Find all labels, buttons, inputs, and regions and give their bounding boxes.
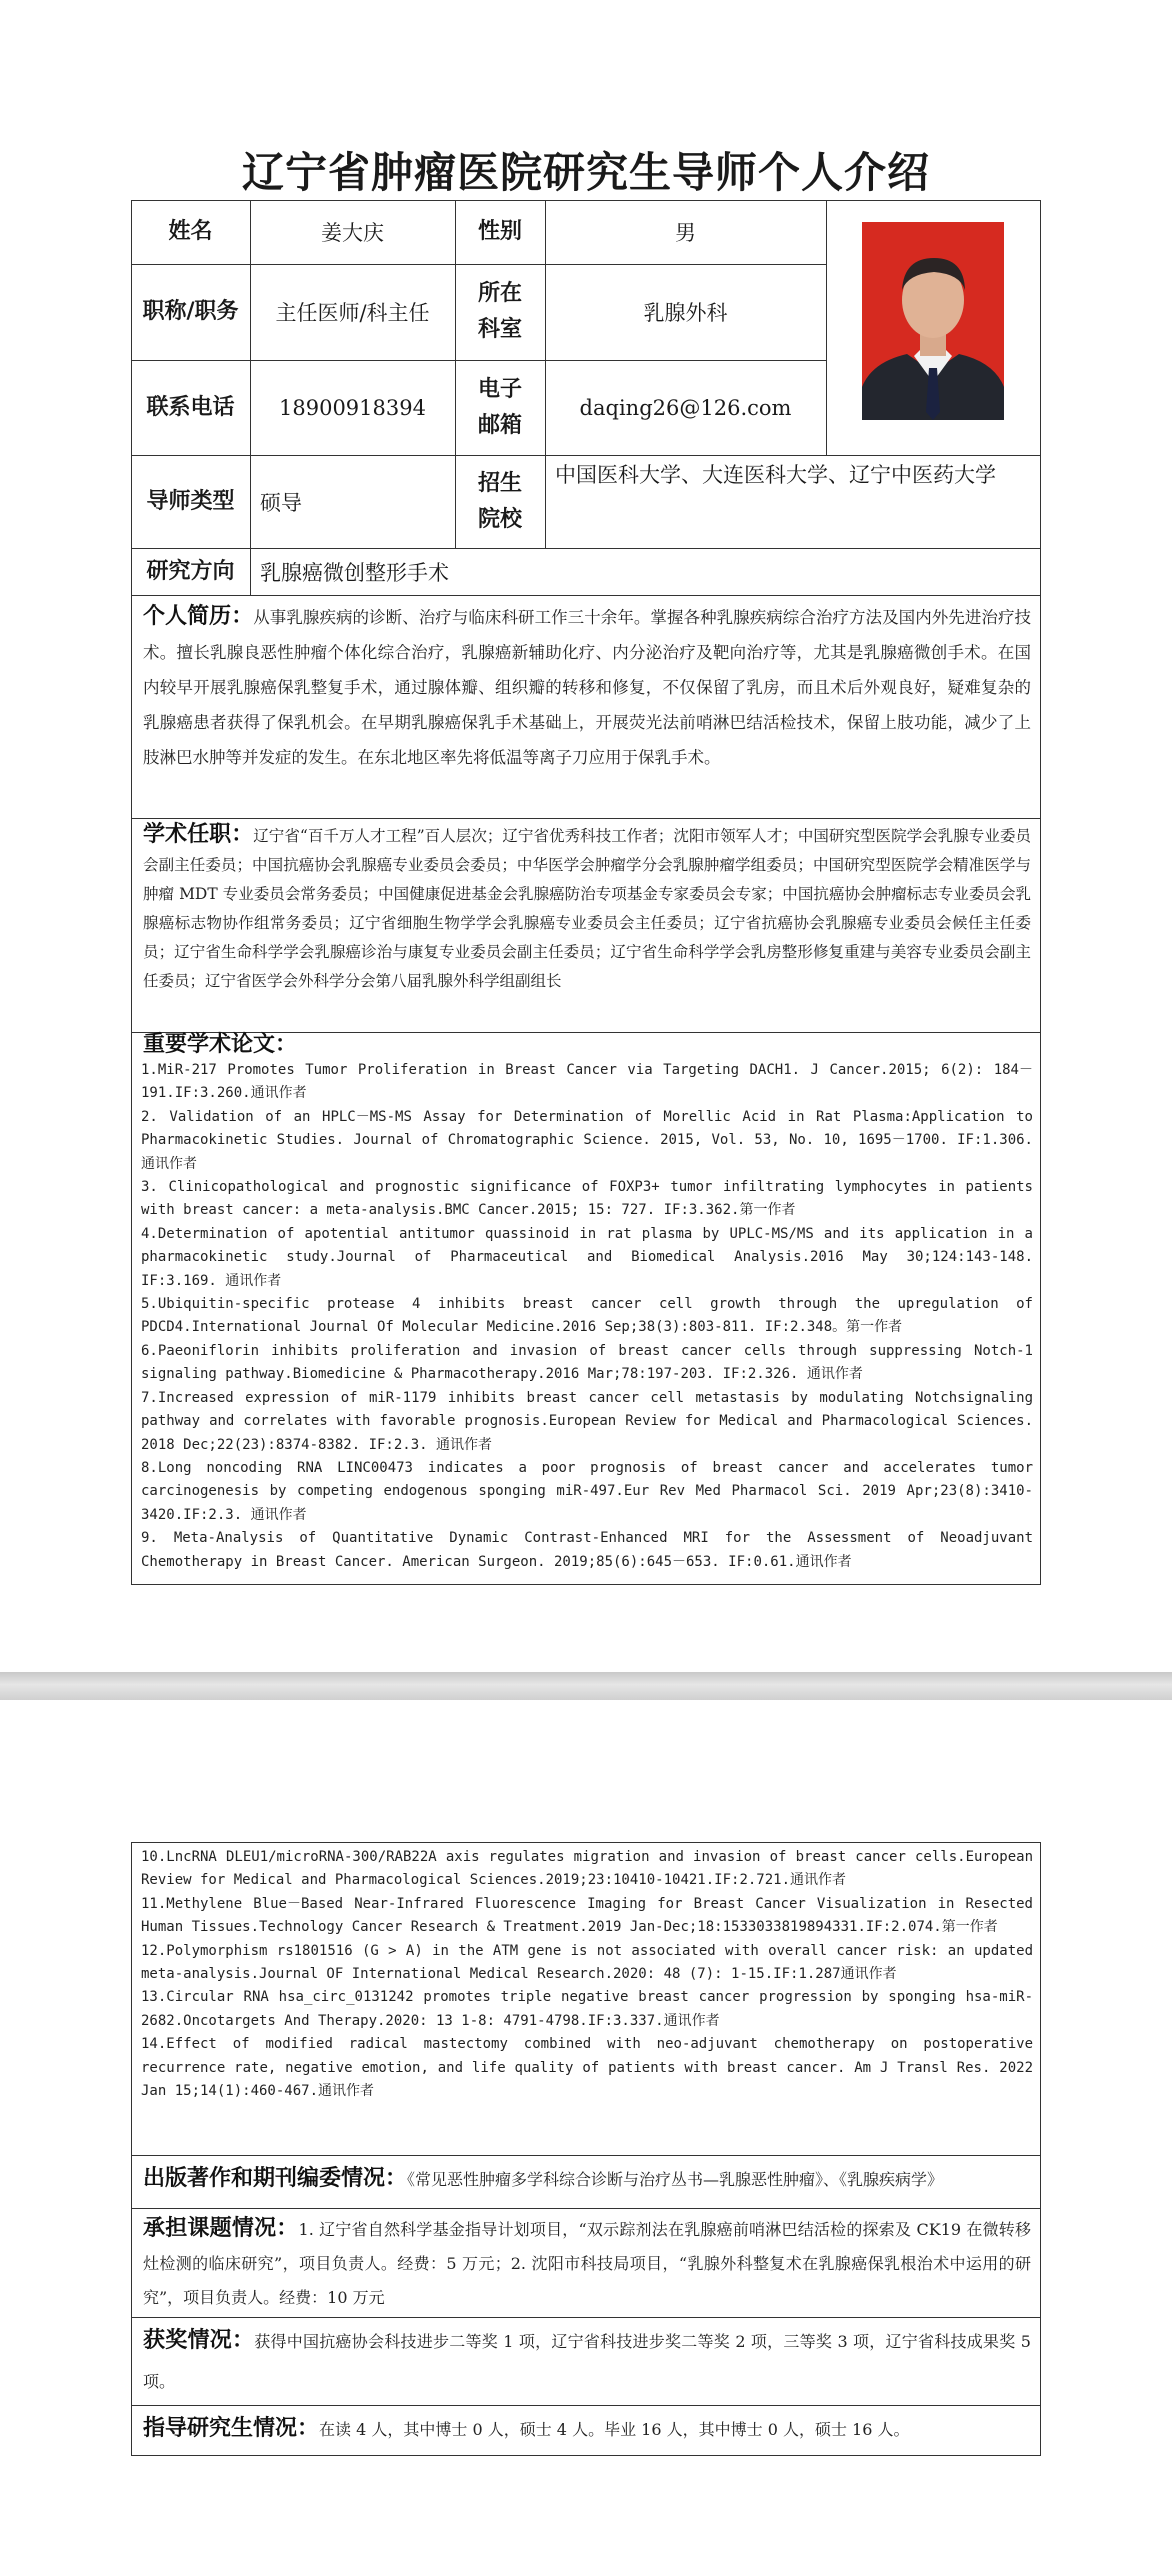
paper-item: 7.Increased expression of miR-1179 inhibits breast cancer cell metastasis by modulating Notchsignaling pathway and correlates with favorable prognosis.European Review for Medical and Pharmacological Sciences. 2018 Dec;22(23):8374-8382. IF:2.3. 通讯作者	[141, 1389, 1033, 1453]
research-value: 乳腺癌微创整形手术	[260, 560, 449, 585]
title-value: 主任医师/科主任	[275, 301, 430, 325]
positions-heading: 学术任职：	[143, 822, 254, 847]
gender-label: 性别	[477, 219, 522, 244]
papers-list	[141, 1059, 1033, 1574]
students-heading: 指导研究生情况：	[143, 2416, 320, 2441]
paper-item: 8.Long noncoding RNA LINC00473 indicates a poor prognosis of breast cancer and accelerates tumor carcinogenesis by competing endogenous sponging miR-497.Eur Rev Med Pharmacol Sci. 2019 Apr;23(8):3410-3420.IF:2.3. 通讯作者	[141, 1459, 1033, 1523]
papers-heading: 重要学术论文：	[143, 1032, 298, 1057]
gender-value: 男	[675, 221, 696, 245]
books-section	[143, 2159, 1031, 2200]
school-value: 中国医科大学、大连医科大学、辽宁中医药大学	[555, 463, 996, 487]
name-label: 姓名	[168, 219, 213, 244]
paper-item: 6.Paeoniflorin inhibits proliferation and invasion of breast cancer cells through suppressing Notch-1 signaling pathway.Biomedicine & Pharmacotherapy.2016 Mar;78:197-203. IF:2.326. 通讯作者	[141, 1342, 1033, 1383]
paper-item: 2. Validation of an HPLC－MS-MS Assay for Determination of Morellic Acid in Rat Plasma:Application to Pharmacokinetic Studies. Journal of Chromatographic Science. 2015, Vol. 53, No. 10, 1695－1700. IF:1.306. 通讯作者	[141, 1108, 1033, 1172]
page-title: 辽宁省肿瘤医院研究生导师个人介绍	[241, 148, 930, 197]
students-section	[143, 2409, 1031, 2450]
paper-item: 11.Methylene Blue－Based Near-Infrared Fluorescence Imaging for Breast Cancer Visualization in Resected Human Tissues.Technology Cancer Research & Treatment.2019 Jan-Dec;18:1533033819894331.IF:2.074.第一作者	[141, 1895, 1033, 1936]
books-heading: 出版著作和期刊编委情况：	[143, 2166, 408, 2191]
paper-item: 12.Polymorphism rs1801516 (G > A) in the ATM gene is not associated with overall cancer risk: an updated meta-analysis.Journal OF International Medical Research.2020: 48 (7): 1-15.IF:1.287通讯作者	[141, 1942, 1033, 1983]
research-label: 研究方向	[146, 558, 235, 584]
advisor-type-label: 导师类型	[146, 488, 235, 514]
email-label: 电子邮箱	[477, 376, 522, 438]
paper-item: 10.LncRNA DLEU1/microRNA-300/RAB22A axis regulates migration and invasion of breast cancer cells.European Review for Medical and Pharmacological Sciences.2019;23:10410-10421.IF:2.721.通讯作者	[141, 1849, 1033, 1889]
document-page-2	[0, 1700, 1172, 2569]
name-value: 姜大庆	[321, 221, 384, 245]
positions-text: 辽宁省“百千万人才工程”百人层次；辽宁省优秀科技工作者；沈阳市领军人才；中国研究型医院学会乳腺专业委员会副主任委员；中国抗癌协会乳腺癌专业委员会委员；中华医学会肿瘤学分会乳腺肿瘤学组委员；中国研究型医院学会精准医学与肿瘤 MDT 专业委员会常务委员；中国健康促进基金会乳腺癌防治专项基金专家委员会专家；中国抗癌协会肿瘤标志专业委员会乳腺癌标志物协作组常务委员；辽宁省细胞生物学学会乳腺癌专业委员会主任委员；辽宁省抗癌协会乳腺癌专业委员会候任主任委员；辽宁省生命科学学会乳腺癌诊治与康复专业委员会副主任委员；辽宁省生命科学学会乳房整形修复重建与美容专业委员会副主任委员；辽宁省医学会外科学分会第八届乳腺外科学组副组长	[143, 827, 1031, 990]
paper-item: 1.MiR-217 Promotes Tumor Proliferation in Breast Cancer via Targeting DACH1. J Cancer.2015; 6(2): 184－191.IF:3.260.通讯作者	[141, 1062, 1033, 1102]
projects-text: 1. 辽宁省自然科学基金指导计划项目，“双示踪剂法在乳腺癌前哨淋巴结活检的探索及 CK19 在微转移灶检测的临床研究”，项目负责人。经费：5 万元；2. 沈阳市科技局项目，“乳腺外科整复术在乳腺癌保乳根治术中运用的研究”，项目负责人。经费：10 万元	[143, 2220, 1031, 2307]
papers-list-continued	[141, 1846, 1033, 2103]
awards-text: 获得中国抗癌协会科技进步二等奖 1 项，辽宁省科技进步奖二等奖 2 项，三等奖 3 项，辽宁省科技成果奖 5 项。	[143, 2332, 1031, 2391]
bio-text: 从事乳腺疾病的诊断、治疗与临床科研工作三十余年。掌握各种乳腺疾病综合治疗方法及国内外先进治疗技术。擅长乳腺良恶性肿瘤个体化综合治疗，乳腺癌新辅助化疗、内分泌治疗及靶向治疗等，尤其是乳腺癌微创手术。在国内较早开展乳腺癌保乳整复手术，通过腺体瓣、组织瓣的转移和修复，不仅保留了乳房，而且术后外观良好，疑难复杂的乳腺癌患者获得了保乳机会。在早期乳腺癌保乳手术基础上，开展荧光法前哨淋巴结活检技术，保留上肢功能，减少了上肢淋巴水肿等并发症的发生。在东北地区率先将低温等离子刀应用于保乳手术。	[143, 608, 1031, 767]
bio-section	[143, 599, 1031, 775]
title-label: 职称/职务	[142, 299, 239, 324]
paper-item: 13.Circular RNA hsa_circ_0131242 promotes triple negative breast cancer progression by sponging hsa-miR-2682.Oncotargets And Therapy.2020: 13 1-8: 4791-4798.IF:3.337.通讯作者	[141, 1989, 1033, 2029]
dept-label: 所在科室	[477, 281, 522, 342]
positions-section	[143, 820, 1031, 996]
projects-heading: 承担课题情况：	[143, 2216, 299, 2241]
portrait-photo	[862, 222, 1004, 420]
phone-label: 联系电话	[146, 394, 235, 420]
school-label: 招生院校	[477, 470, 522, 532]
dept-value: 乳腺外科	[643, 301, 728, 325]
email-value: daqing26@126.com	[579, 395, 792, 420]
awards-section	[143, 2321, 1031, 2402]
phone-value: 18900918394	[279, 395, 426, 420]
bio-heading: 个人简历：	[143, 604, 254, 629]
paper-item: 9. Meta-Analysis of Quantitative Dynamic Contrast-Enhanced MRI for the Assessment of Neoadjuvant Chemotherapy in Breast Cancer. American Surgeon. 2019;85(6):645－653. IF:0.61.通讯作者	[141, 1530, 1033, 1570]
paper-item: 14.Effect of modified radical mastectomy combined with neo-adjuvant chemotherapy on postoperative recurrence rate, negative emotion, and life quality of patients with breast cancer. Am J Transl Res. 2022 Jan 15;14(1):460-467.通讯作者	[141, 2036, 1033, 2100]
paper-item: 4.Determination of apotential antitumor quassinoid in rat plasma by UPLC-MS/MS and its application in a pharmacokinetic study.Journal of Pharmaceutical and Biomedical Analysis.2016 May 30;124:143-148. IF:3.169. 通讯作者	[141, 1225, 1033, 1289]
advisor-type-value: 硕导	[260, 490, 302, 515]
projects-section	[143, 2212, 1031, 2315]
awards-heading: 获奖情况：	[143, 2328, 255, 2353]
paper-item: 5.Ubiquitin-specific protease 4 inhibits breast cancer cell growth through the upregulation of PDCD4.International Journal Of Molecular Medicine.2016 Sep;38(3):803-811. IF:2.348。第一作者	[141, 1296, 1033, 1336]
paper-item: 3. Clinicopathological and prognostic significance of FOXP3+ tumor infiltrating lymphocytes in patients with breast cancer: a meta-analysis.BMC Cancer.2015; 15: 727. IF:3.362.第一作者	[141, 1179, 1033, 1219]
page-divider	[0, 1672, 1172, 1700]
books-text: 《常见恶性肿瘤多学科综合诊断与治疗丛书—乳腺恶性肿瘤》、《乳腺疾病学》	[407, 2170, 944, 2189]
students-text: 在读 4 人，其中博士 0 人，硕士 4 人。毕业 16 人，其中博士 0 人，硕士 16 人。	[319, 2420, 910, 2439]
papers-section	[143, 1030, 1031, 1061]
